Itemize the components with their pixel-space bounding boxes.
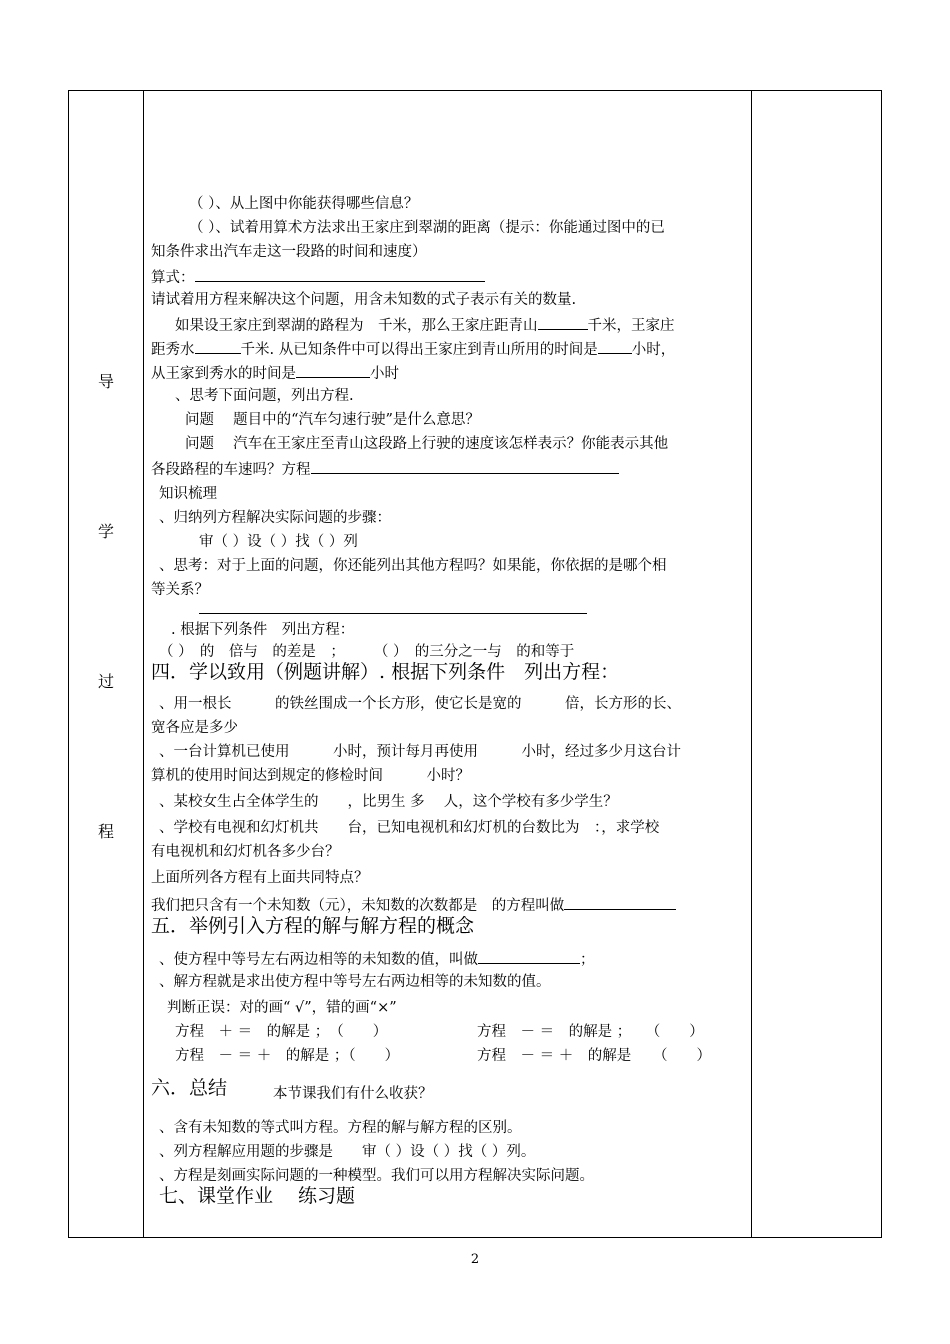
side-label-char: 过 [97, 672, 114, 691]
text-line: 本节课我们有什么收获？ [273, 1086, 433, 1102]
answer-blank[interactable] [195, 339, 241, 354]
text-line: 、归纳列方程解决实际问题的步骤： [159, 510, 391, 526]
text-segment: 我们把只含有一个未知数（元），未知数的次数都是 的方程叫做 [151, 898, 565, 914]
text-line [151, 339, 675, 359]
text-segment: ； [580, 952, 595, 968]
text-line: 审（ ）设（ ）找（ ）列 [199, 534, 358, 550]
column-divider-right [751, 91, 752, 1237]
text-line: （ ）、试着用算术方法求出王家庄到翠湖的距离（提示：你能通过图中的已 [189, 220, 665, 236]
text-line: 、思考：对于上面的问题，你还能列出其他方程吗？如果能，你依据的是哪个相 [159, 558, 667, 574]
text-segment: 小时 [370, 366, 399, 382]
text-line: 知识梳理 [159, 486, 217, 502]
heading-text: 四．学以致用（例题讲解） [151, 661, 380, 683]
section-heading: 六．总结 [151, 1077, 228, 1099]
table-frame [68, 90, 882, 1238]
answer-blank[interactable] [478, 949, 580, 964]
answer-blank[interactable] [195, 267, 485, 282]
text-line: 、列方程解应用题的步骤是 审（ ）设（ ）找（ ）列。 [159, 1144, 536, 1160]
text-segment: 、使方程中等号左右两边相等的未知数的值，叫做 [159, 952, 478, 968]
side-label-char: 导 [97, 372, 114, 391]
text-line: 方程 － ＝ ＋ 的解是 （ ） [477, 1048, 711, 1064]
text-line: 算机的使用时间达到规定的修检时间 小时？ [151, 768, 470, 784]
text-line [159, 949, 595, 969]
text-line: 宽各应是多少 [151, 720, 238, 736]
text-line: 、一台计算机已使用 小时，预计每月再使用 小时，经过多少月这台计 [159, 744, 681, 760]
text-line: 问题 汽车在王家庄至青山这段路上行驶的速度该怎样表示？你能表示其他 [185, 436, 669, 452]
text-segment: 从王家到秀水的时间是 [151, 366, 296, 382]
side-label-char: 程 [97, 822, 114, 841]
text-line: 方程 － ＝ ＋ 的解是 ；（ ） [175, 1048, 400, 1064]
text-line [175, 315, 675, 335]
text-line: . 根据下列条件 列出方程： [171, 622, 355, 638]
text-line [151, 267, 485, 287]
text-line: （ ） 的 倍与 的差是 ； （ ） 的三分之一与 的和等于 [159, 644, 575, 660]
text-line: 方程 ＋ ＝ 的解是 ； （ ） [175, 1024, 388, 1040]
section-heading [151, 661, 619, 683]
text-line: 有电视机和幻灯机各多少台？ [151, 844, 340, 860]
text-line [151, 459, 619, 479]
text-line: 、某校女生占全体学生的 ，比男生 多 人，这个学校有多少学生？ [159, 794, 618, 810]
text-line: 上面所列各方程有上面共同特点？ [151, 870, 369, 886]
answer-blank[interactable] [199, 601, 587, 614]
column-divider-left [143, 91, 144, 1237]
answer-blank[interactable] [311, 459, 619, 474]
text-line: 知条件求出汽车走这一段路的时间和速度） [151, 244, 427, 260]
text-line: 请试着用方程来解决这个问题，用含未知数的式子表示有关的数量. [151, 292, 577, 308]
text-segment: 各段路程的车速吗？方程 [151, 462, 311, 478]
side-label-char: 学 [97, 522, 114, 541]
text-line: 、解方程就是求出使方程中等号左右两边相等的未知数的值。 [159, 974, 551, 990]
text-line: 、含有未知数的等式叫方程。方程的解与解方程的区别。 [159, 1120, 522, 1136]
text-line: （ ）、从上图中你能获得哪些信息？ [189, 196, 419, 212]
page-number: 2 [470, 1252, 480, 1267]
text-segment: 千米. 从已知条件中可以得出王家庄到青山所用的时间是 [240, 342, 598, 358]
text-line: 等关系？ [151, 582, 209, 598]
text-line: 、用一根长 的铁丝围成一个长方形，使它长是宽的 倍，长方形的长、 [159, 696, 681, 712]
answer-blank[interactable] [564, 895, 676, 910]
text-line: 问题 题目中的“汽车匀速行驶”是什么意思？ [185, 412, 480, 428]
text-segment: 距秀水 [151, 342, 195, 358]
section-heading: 七、课堂作业 练习题 [159, 1185, 356, 1207]
text-line: 、思考下面问题，列出方程. [175, 388, 354, 404]
text-line: 、方程是刻画实际问题的一种模型。我们可以用方程解决实际问题。 [159, 1168, 594, 1184]
answer-blank[interactable] [296, 363, 370, 378]
text-segment: 小时， [631, 342, 676, 358]
heading-text: . 根据下列条件 列出方程： [379, 661, 620, 683]
answer-blank[interactable] [598, 339, 632, 354]
text-segment: 如果设王家庄到翠湖的路程为 千米，那么王家庄距青山 [175, 318, 538, 334]
label-formula: 算式： [151, 270, 195, 286]
section-heading: 五．举例引入方程的解与解方程的概念 [151, 915, 475, 937]
text-line: 、学校有电视和幻灯机共 台，已知电视机和幻灯机的台数比为 ：，求学校 [159, 820, 660, 836]
text-line [151, 363, 399, 383]
text-line [151, 895, 676, 915]
text-line: 方程 － ＝ 的解是 ； （ ） [477, 1024, 704, 1040]
text-segment: 千米，王家庄 [587, 318, 675, 334]
answer-blank[interactable] [538, 315, 588, 330]
text-line: 判断正误：对的画“ √”，错的画“×” [167, 1000, 397, 1016]
